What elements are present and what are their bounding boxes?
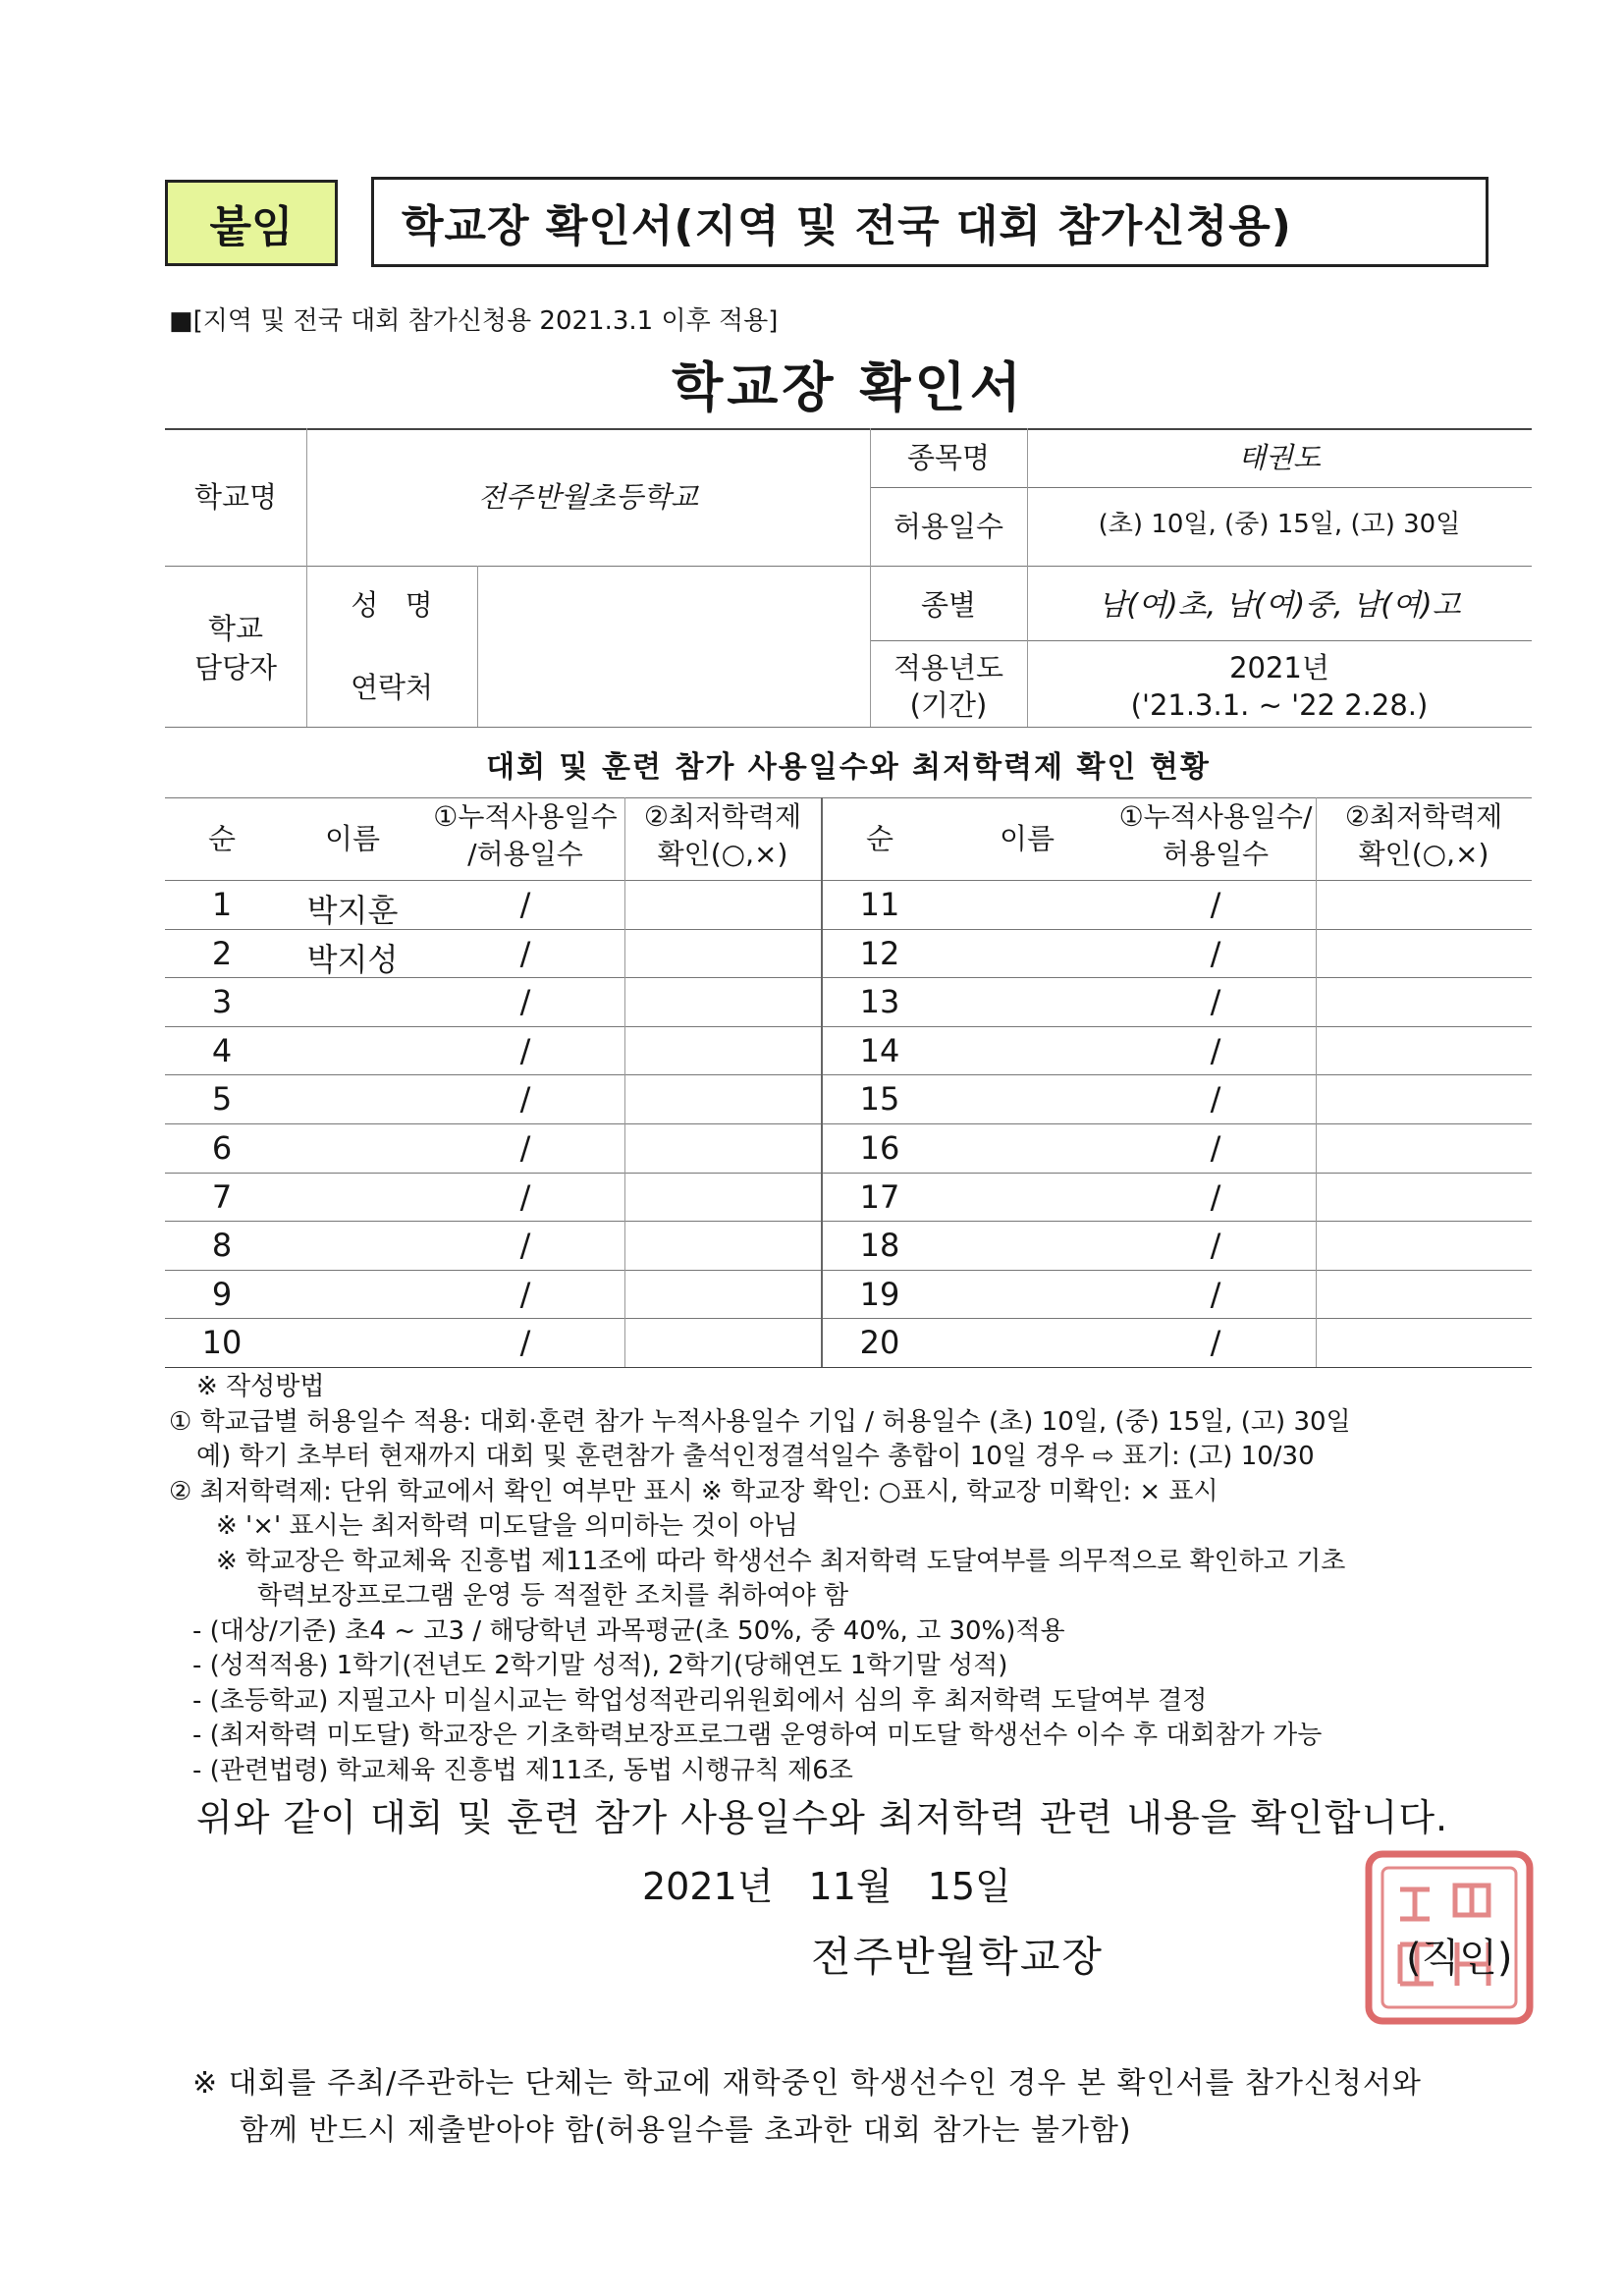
row-number: 2 [211, 934, 233, 972]
row-number: 18 [859, 1227, 900, 1265]
header-days-right-line1: ①누적사용일수/ [1118, 800, 1313, 833]
usage-row-divider [165, 1270, 1532, 1271]
usage-days-cell: / [1210, 886, 1221, 923]
usage-header-divider [165, 880, 1532, 881]
usage-days-cell: / [519, 1129, 531, 1167]
issue-date-month: 11월 [808, 1865, 893, 1908]
info-col-divider [477, 566, 478, 727]
row-number: 7 [211, 1177, 233, 1216]
usage-table-top-border [165, 797, 1532, 798]
usage-row-divider [165, 1221, 1532, 1222]
form-title: 학교장 확인서(지역 및 전국 대회 참가신청용) [371, 177, 1489, 267]
application-note: ■[지역 및 전국 대회 참가신청용 2021.3.1 이후 적용] [169, 306, 779, 336]
usage-row-divider [165, 1318, 1532, 1319]
period-label-line1: 적용년도 [893, 651, 1004, 684]
usage-row-divider [165, 1367, 1532, 1368]
usage-days-cell: / [1210, 1031, 1221, 1069]
header-seq-right: 순 [865, 822, 893, 855]
period-value-range: ('21.3.1. ~ '22 2.28.) [1130, 688, 1429, 722]
usage-days-cell: / [519, 1275, 531, 1313]
category-value: 남(여)초, 남(여)중, 남(여)고 [1098, 588, 1461, 623]
header-check-left-line2: 확인(○,×) [657, 838, 788, 870]
row-number: 10 [201, 1324, 243, 1362]
usage-days-cell: / [1210, 934, 1221, 972]
header-name-left: 이름 [324, 822, 381, 855]
usage-days-cell: / [519, 934, 531, 972]
header-name-right: 이름 [999, 822, 1056, 855]
guide-line: ※ 학교장은 학교체육 진흥법 제11조에 따라 학생선수 최저학력 도달여부를 의무적으로 확인하고 기초 [216, 1546, 1346, 1576]
row-number: 11 [859, 886, 900, 923]
usage-row-divider [165, 1123, 1532, 1124]
row-number: 8 [211, 1227, 233, 1265]
usage-days-cell: / [519, 1324, 531, 1362]
header-check-right-line1: ②최저학력제 [1344, 800, 1503, 833]
usage-status-title: 대회 및 훈련 참가 사용일수와 최저학력제 확인 현황 [486, 750, 1211, 785]
guide-line: ※ '×' 표시는 최저학력 미도달을 의미하는 것이 아님 [216, 1511, 798, 1541]
guide-line: - (대상/기준) 초4 ~ 고3 / 해당학년 과목평균(초 50%, 중 40%, 고 30%)적용 [192, 1615, 1065, 1646]
issue-date [642, 1856, 1011, 1910]
usage-days-cell: / [519, 1227, 531, 1265]
row-number: 6 [211, 1129, 233, 1167]
row-number: 17 [859, 1177, 900, 1216]
usage-row-divider [165, 1173, 1532, 1174]
usage-days-cell: / [1210, 1324, 1221, 1362]
row-number: 15 [859, 1080, 900, 1119]
manager-name-label: 성 명 [351, 588, 433, 622]
allowed-days-value: (초) 10일, (중) 15일, (고) 30일 [1098, 510, 1461, 539]
seal-label: (직인) [1406, 1936, 1513, 1981]
usage-days-cell: / [1210, 1275, 1221, 1313]
info-row-divider [870, 640, 1532, 641]
row-number: 16 [859, 1129, 900, 1167]
event-name-value: 태권도 [1237, 441, 1322, 474]
usage-days-cell: / [519, 1080, 531, 1119]
usage-days-cell: / [519, 1177, 531, 1216]
row-number: 19 [859, 1275, 900, 1313]
header-days-left-line1: ①누적사용일수 [433, 800, 618, 833]
row-number: 14 [859, 1031, 900, 1069]
issue-date-year: 2021년 [642, 1865, 774, 1908]
guide-line: - (최저학력 미도달) 학교장은 기초학력보장프로그램 운영하여 미도달 학생선수 이수 후 대회참가 가능 [192, 1721, 1323, 1750]
header-days-left-line2: /허용일수 [467, 838, 583, 870]
usage-days-cell: / [1210, 1129, 1221, 1167]
row-number: 4 [211, 1031, 233, 1069]
allowed-days-label: 허용일수 [893, 510, 1004, 543]
athlete-name: 박지훈 [306, 892, 399, 929]
usage-days-cell: / [1210, 1177, 1221, 1216]
manager-contact-label: 연락처 [350, 671, 434, 704]
period-label-line2: (기간) [909, 688, 988, 722]
usage-days-cell: / [1210, 983, 1221, 1021]
info-row-divider [165, 566, 1532, 567]
usage-days-cell: / [519, 983, 531, 1021]
category-label: 종별 [920, 588, 977, 622]
row-number: 9 [211, 1275, 233, 1313]
footer-note-line2: 함께 반드시 제출받아야 함(허용일수를 초과한 대회 참가는 불가함) [240, 2113, 1132, 2148]
row-number: 5 [211, 1080, 233, 1119]
guide-line: ② 최저학력제: 단위 학교에서 확인 여부만 표시 ※ 학교장 확인: ○표시, 학교장 미확인: × 표시 [169, 1476, 1218, 1506]
usage-row-divider [165, 1026, 1532, 1027]
attachment-tag: 붙임 [165, 180, 338, 266]
manager-label-line1: 학교 [207, 612, 264, 645]
manager-label-line2: 담당자 [193, 651, 278, 684]
row-number: 12 [859, 934, 900, 972]
athlete-name: 박지성 [306, 940, 399, 978]
header-check-left-line1: ②최저학력제 [643, 800, 802, 833]
header-check-right-line2: 확인(○,×) [1358, 838, 1489, 870]
usage-col-divider [624, 797, 625, 1367]
usage-days-cell: / [519, 886, 531, 923]
school-name-label: 학교명 [193, 480, 278, 514]
guide-line: - (관련법령) 학교체육 진흥법 제11조, 동법 시행규칙 제6조 [192, 1755, 853, 1785]
guide-line: - (초등학교) 지필고사 미실시교는 학업성적관리위원회에서 심의 후 최저학력 도달여부 결정 [192, 1685, 1208, 1716]
info-row-divider [870, 487, 1532, 488]
info-table-bottom-border [165, 727, 1532, 728]
issue-date-day: 15일 [927, 1865, 1011, 1908]
document-title: 학교장 확인서 [672, 356, 1025, 418]
event-name-label: 종목명 [906, 441, 991, 474]
usage-days-cell: / [1210, 1080, 1221, 1119]
row-number: 1 [211, 886, 233, 923]
info-table-top-border [165, 428, 1532, 430]
header-seq-left: 순 [207, 822, 236, 855]
usage-col-divider [1316, 797, 1317, 1367]
period-value-year: 2021년 [1229, 651, 1329, 684]
usage-row-divider [165, 1074, 1532, 1075]
row-number: 3 [211, 983, 233, 1021]
header-days-right-line2: 허용일수 [1162, 838, 1270, 870]
principal-signature-line: 전주반월학교장 [811, 1933, 1105, 1981]
guide-line: ① 학교급별 허용일수 적용: 대회·훈련 참가 누적사용일수 기입 / 허용일수 (초) 10일, (중) 15일, (고) 30일 [169, 1406, 1351, 1437]
guide-line: 예) 학기 초부터 현재까지 대회 및 훈련참가 출석인정결석일수 총합이 10일 경우 ⇨ 표기: (고) 10/30 [196, 1442, 1315, 1471]
row-number: 13 [859, 983, 900, 1021]
usage-days-cell: / [1210, 1227, 1221, 1265]
guide-line: 학력보장프로그램 운영 등 적절한 조치를 취하여야 함 [257, 1581, 849, 1611]
footer-note-line1: ※ 대회를 주최/주관하는 단체는 학교에 재학중인 학생선수인 경우 본 확인서를 참가신청서와 [192, 2066, 1422, 2101]
row-number: 20 [859, 1324, 900, 1362]
guide-line: - (성적적용) 1학기(전년도 2학기말 성적), 2학기(당해연도 1학기말 성적) [192, 1651, 1008, 1680]
usage-days-cell: / [519, 1031, 531, 1069]
guide-heading: ※ 작성방법 [196, 1372, 325, 1401]
school-name-value: 전주반월초등학교 [477, 480, 699, 514]
confirmation-statement: 위와 같이 대회 및 훈련 참가 사용일수와 최저학력 관련 내용을 확인합니다. [196, 1796, 1449, 1839]
